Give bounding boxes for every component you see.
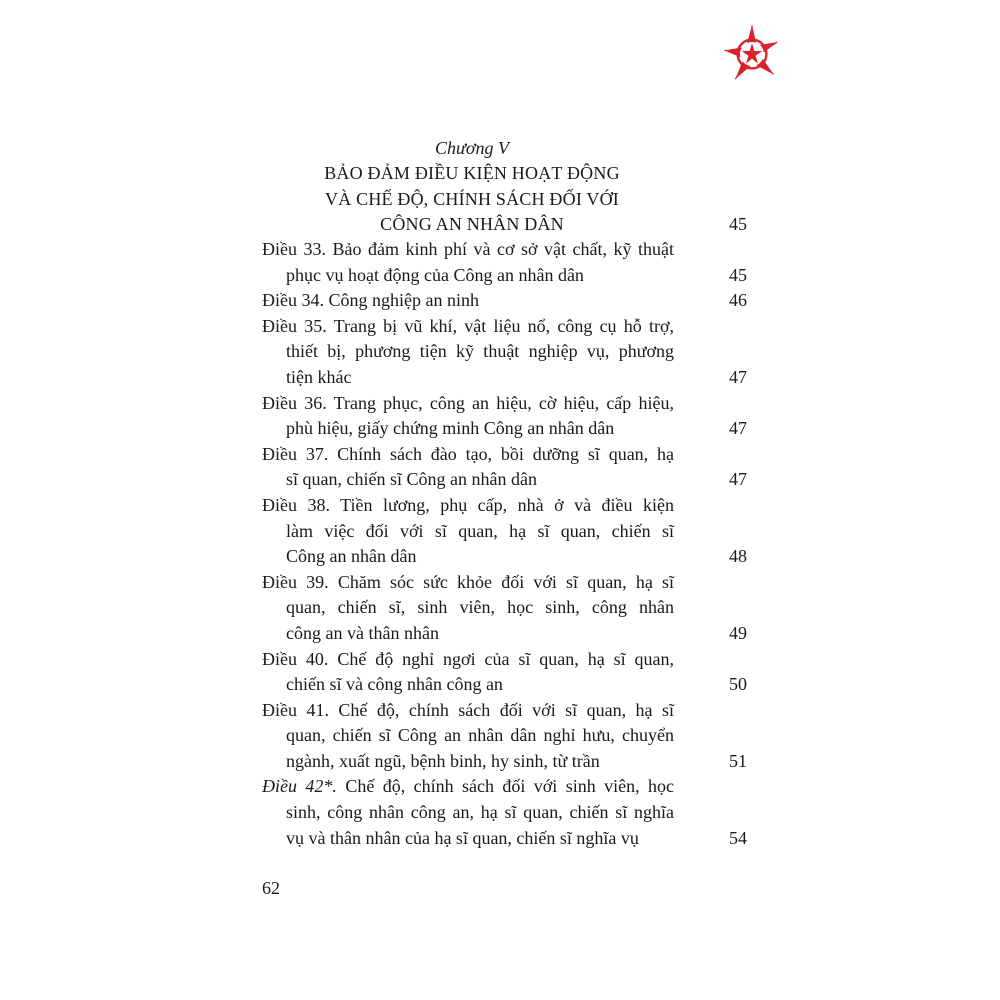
article-title-text: tiện khác	[286, 366, 352, 387]
toc-entry-first-line	[262, 774, 674, 800]
chapter-page-number: 45	[729, 214, 747, 234]
toc-page-number: 45	[729, 264, 747, 285]
toc-line	[262, 672, 747, 698]
toc-line	[262, 544, 747, 570]
chapter-label: Chương V	[435, 138, 509, 158]
toc-page-number: 49	[729, 622, 747, 643]
article-number: Điều 38.	[262, 494, 330, 515]
article-title-text: quan, chiến sĩ Công an nhân dân nghỉ hưu, chuyển	[286, 725, 674, 746]
article-title-text: Chăm sóc sức khỏe đối với sĩ quan, hạ sĩ	[337, 571, 675, 592]
table-of-contents	[262, 237, 747, 851]
article-title-text: Trang bị vũ khí, vật liệu nổ, công cụ hỗ trợ,	[333, 315, 674, 336]
article-number: Điều 33.	[262, 239, 326, 259]
toc-page-number: 47	[729, 418, 747, 439]
chapter-title-line-1: BẢO ĐẢM ĐIỀU KIỆN HOẠT ĐỘNG	[324, 163, 620, 183]
toc-page-number: 47	[729, 366, 747, 387]
article-title-text: Tiền lương, phụ cấp, nhà ở và điều kiện	[340, 494, 674, 515]
page-number: 62	[262, 878, 280, 898]
article-title-text: Trang phục, công an hiệu, cờ hiệu, cấp hiệu,	[333, 392, 674, 413]
article-number: Điều 35.	[262, 315, 327, 336]
toc-line	[262, 519, 747, 545]
article-title-text: phù hiệu, giấy chứng minh Công an nhân dân	[286, 418, 615, 439]
article-title-text: sinh, công nhân công an, hạ sĩ quan, chiến sĩ nghĩa	[286, 802, 674, 823]
article-title-text: Chế độ nghỉ ngơi của sĩ quan, hạ sĩ quan,	[337, 648, 674, 669]
toc-page-number: 46	[729, 290, 747, 311]
toc-line	[262, 647, 747, 673]
toc-line	[262, 314, 747, 340]
chapter-title-line-2: VÀ CHẾ ĐỘ, CHÍNH SÁCH ĐỐI VỚI	[325, 189, 619, 209]
toc-entry	[262, 647, 747, 698]
toc-entry	[262, 774, 747, 851]
toc-line	[262, 698, 747, 724]
toc-line	[262, 774, 747, 800]
article-title-text: Công an nhân dân	[286, 546, 417, 567]
article-title-text: công an và thân nhân	[286, 622, 439, 643]
toc-line	[262, 365, 747, 391]
article-number: Điều 34.	[262, 290, 324, 311]
article-title-text: chiến sĩ và công nhân công an	[286, 674, 503, 695]
article-title-text: sĩ quan, chiến sĩ Công an nhân dân	[286, 469, 537, 490]
toc-entry	[262, 698, 747, 775]
article-title-text: phục vụ hoạt động của Công an nhân dân	[286, 264, 584, 285]
toc-entry	[262, 570, 747, 647]
article-number: Điều 41.	[262, 699, 329, 720]
toc-page-number: 51	[729, 750, 747, 771]
toc-page-number: 47	[729, 469, 747, 490]
article-title-text: Chế độ, chính sách đối với sinh viên, học	[345, 776, 674, 797]
toc-page-number: 54	[729, 827, 747, 848]
article-title-text: làm việc đối với sĩ quan, hạ sĩ quan, chiến sĩ	[286, 520, 674, 541]
toc-entry-first-line	[262, 698, 674, 724]
article-number: Điều 42*.	[262, 776, 337, 797]
toc-entry-first-line	[262, 570, 674, 596]
toc-line	[262, 288, 747, 314]
article-number: Điều 40.	[262, 648, 329, 669]
article-title-text: Chế độ, chính sách đối với sĩ quan, hạ sĩ	[338, 699, 675, 720]
toc-page-number: 50	[729, 674, 747, 695]
toc-line	[262, 339, 747, 365]
toc-entry	[262, 391, 747, 442]
toc-entry-first-line	[262, 237, 674, 263]
toc-line	[262, 800, 747, 826]
chapter-title-line-3: CÔNG AN NHÂN DÂN	[380, 214, 564, 234]
toc-entry-first-line	[262, 288, 479, 314]
toc-line	[262, 621, 747, 647]
toc-entry	[262, 442, 747, 493]
toc-page-number: 48	[729, 546, 747, 567]
toc-entry	[262, 237, 747, 288]
article-title-text: Bảo đảm kinh phí và cơ sở vật chất, kỹ thuật	[332, 239, 675, 259]
toc-line	[262, 570, 747, 596]
article-title-text: quan, chiến sĩ, sinh viên, học sinh, công nhân	[286, 597, 674, 618]
toc-line	[262, 467, 747, 493]
toc-line	[262, 826, 747, 852]
toc-line	[262, 416, 747, 442]
article-number: Điều 36.	[262, 392, 327, 413]
toc-line	[262, 493, 747, 519]
publisher-logo-icon	[722, 24, 782, 84]
toc-entry	[262, 288, 747, 314]
toc-entry-first-line	[262, 442, 674, 468]
toc-entry-first-line	[262, 493, 674, 519]
article-title-text: Chính sách đào tạo, bồi dưỡng sĩ quan, hạ	[337, 443, 674, 464]
toc-line	[262, 442, 747, 468]
article-number: Điều 37.	[262, 443, 329, 464]
toc-entry-first-line	[262, 391, 674, 417]
article-title-text: ngành, xuất ngũ, bệnh binh, hy sinh, từ trần	[286, 750, 600, 771]
toc-entry	[262, 493, 747, 570]
toc-line	[262, 237, 747, 263]
toc-line	[262, 723, 747, 749]
article-title-text: vụ và thân nhân của hạ sĩ quan, chiến sĩ nghĩa vụ	[286, 827, 639, 848]
toc-line	[262, 263, 747, 289]
toc-line	[262, 749, 747, 775]
toc-entry-first-line	[262, 647, 674, 673]
article-number: Điều 39.	[262, 571, 329, 592]
article-title-text: Công nghiệp an ninh	[328, 290, 479, 311]
article-title-text: thiết bị, phương tiện kỹ thuật nghiệp vụ, phương	[286, 341, 674, 362]
toc-entry-first-line	[262, 314, 674, 340]
toc-line	[262, 391, 747, 417]
toc-entry	[262, 314, 747, 391]
toc-line	[262, 595, 747, 621]
